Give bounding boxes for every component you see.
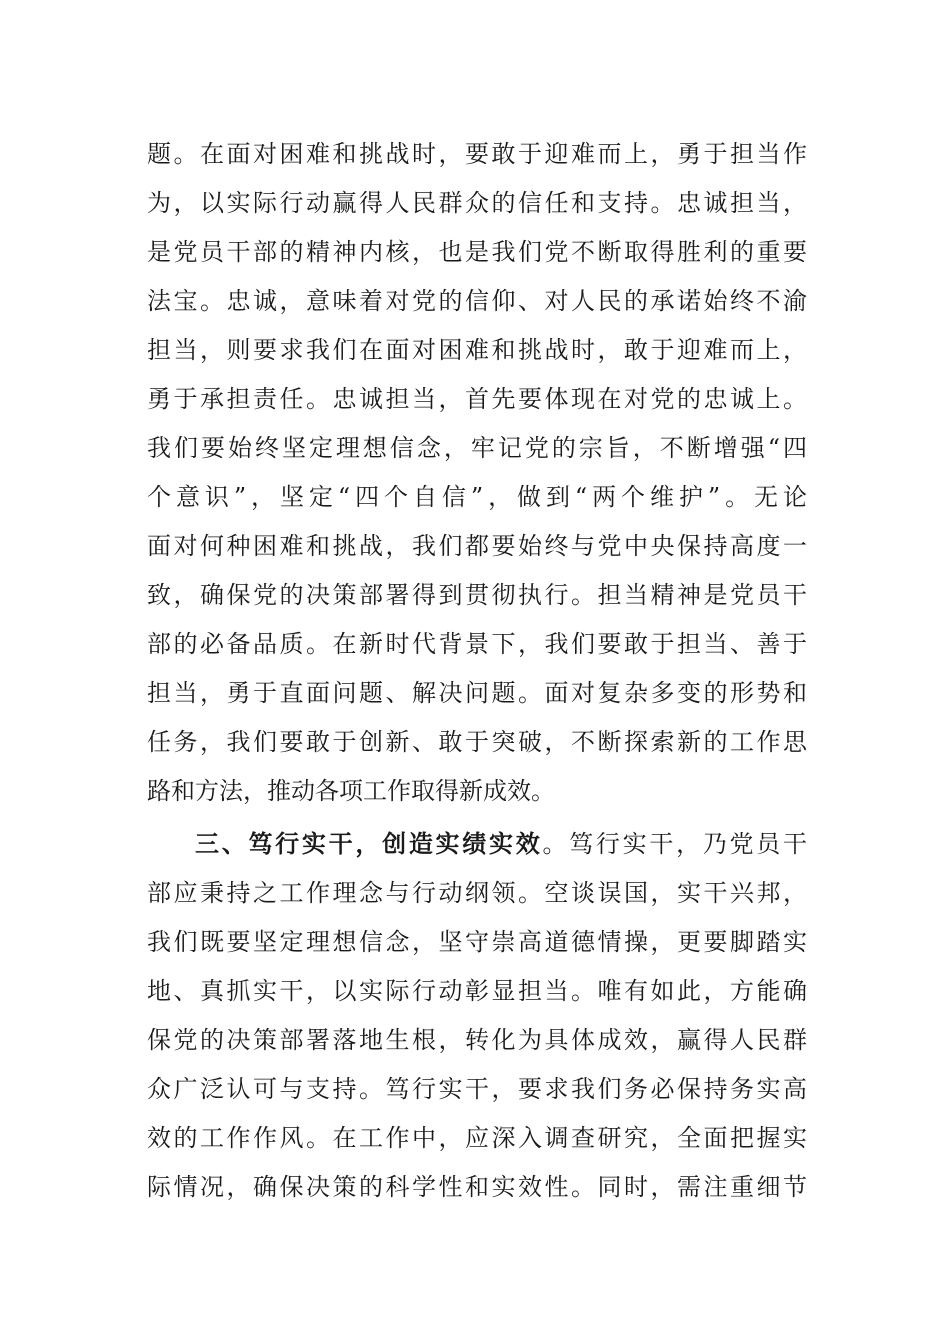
paragraph-1-line: 法宝。忠诚，意味着对党的信仰、对人民的承诺始终不渝 [147,287,807,315]
paragraph-1-line: 个意识”，坚定“四个自信”，做到“两个维护”。无论 [147,483,807,511]
section-heading: 三、笃行实干，创造实绩实效 [195,830,543,858]
paragraph-2-line: 众广泛认可与支持。笃行实干，要求我们务必保持务实高 [147,1075,807,1103]
paragraph-1-line: 是党员干部的精神内核，也是我们党不断取得胜利的重要 [147,238,807,266]
paragraph-1-line: 任务，我们要敢于创新、敢于突破，不断探索新的工作思 [147,728,807,756]
paragraph-2-first-line-text: 。笃行实干，乃党员干 [542,830,808,858]
paragraph-1-line: 担当，勇于直面问题、解决问题。面对复杂多变的形势和 [147,679,807,707]
paragraph-1-line: 路和方法，推动各项工作取得新成效。 [147,777,555,805]
paragraph-1-line: 面对何种困难和挑战，我们都要始终与党中央保持高度一 [147,532,807,560]
paragraph-2-line: 效的工作作风。在工作中，应深入调查研究，全面把握实 [147,1124,807,1152]
paragraph-1-line: 部的必备品质。在新时代背景下，我们要敢于担当、善于 [147,630,807,658]
paragraph-2-line: 地、真抓实干，以实际行动彰显担当。唯有如此，方能确 [147,977,807,1005]
paragraph-1-line: 我们要始终坚定理想信念，牢记党的宗旨，不断增强“四 [147,434,807,462]
paragraph-1-line: 担当，则要求我们在面对困难和挑战时，敢于迎难而上， [147,336,807,364]
paragraph-2-line: 际情况，确保决策的科学性和实效性。同时，需注重细节 [147,1173,807,1201]
paragraph-2-line: 我们既要坚定理想信念，坚守崇高道德情操，更要脚踏实 [147,928,807,956]
paragraph-2-line: 部应秉持之工作理念与行动纲领。空谈误国，实干兴邦， [147,879,807,907]
paragraph-1-line: 题。在面对困难和挑战时，要敢于迎难而上，勇于担当作 [147,140,807,168]
paragraph-1-line: 勇于承担责任。忠诚担当，首先要体现在对党的忠诚上。 [147,385,807,413]
paragraph-1-line: 为，以实际行动赢得人民群众的信任和支持。忠诚担当， [147,189,807,217]
paragraph-2-line: 保党的决策部署落地生根，转化为具体成效，赢得人民群 [147,1026,807,1054]
paragraph-1-line: 致，确保党的决策部署得到贯彻执行。担当精神是党员干 [147,581,807,609]
paragraph-2-first-line [195,822,807,866]
